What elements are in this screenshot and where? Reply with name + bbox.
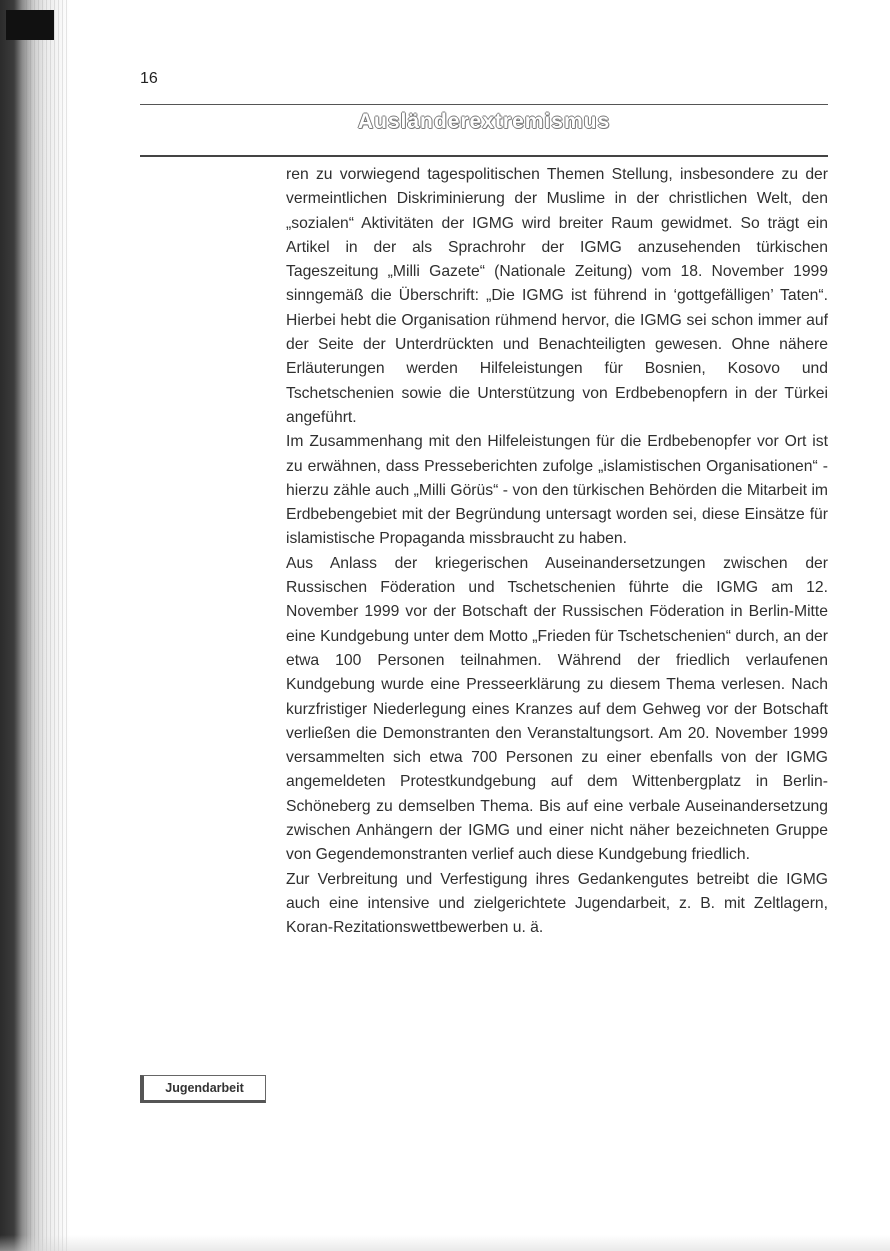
margin-note-jugendarbeit: Jugendarbeit — [140, 1075, 266, 1103]
section-header: Ausländerextremismus — [357, 110, 611, 133]
page-number: 16 — [140, 70, 158, 87]
bottom-shade — [0, 1235, 890, 1251]
scan-corner-mark — [6, 10, 54, 40]
paragraph-2: Im Zusammenhang mit den Hilfeleistungen für die Erdbebenopfer vor Ort ist zu erwähnen, dass Presseberichten zufolge „islamistischen Organisationen“ - hierzu zähle auch „Milli Görüs“ - von den türkischen Behörden die Mitarbeit im Erdbebengebiet mit der Begründung untersagt worden sei, diese Einsätze für islamistische Propaganda missbraucht zu haben. — [286, 433, 828, 548]
page-edges — [26, 0, 70, 1251]
header-rule-top — [140, 104, 828, 105]
paragraph-3: Aus Anlass der kriegerischen Auseinandersetzungen zwischen der Russischen Föderation und Tschetschenien führte die IGMG am 12. November 1999 vor der Botschaft der Russischen Föderation in Berlin-Mitte eine Kundgebung unter dem Motto „Frieden für Tschetschenien“ durch, an der etwa 100 Personen teilnahmen. Während der friedlich verlaufenen Kundgebung wurde eine Presseerklärung zu diesem Thema verlesen. Nach kurzfristiger Niederlegung eines Kranzes auf dem Gehweg vor der Botschaft verließen die Demonstranten den Veranstaltungsort. Am 20. November 1999 versammelten sich etwa 700 Personen zu einer ebenfalls von der IGMG angemeldeten Protestkundgebung auf dem Wittenbergplatz in Berlin-Schöneberg zu demselben Thema. Bis auf eine verbale Auseinandersetzung zwischen Anhängern der IGMG und einer nicht näher bezeichneten Gruppe von Gegendemonstranten verlief auch diese Kundgebung friedlich. — [286, 554, 828, 864]
paragraph-1: ren zu vorwiegend tagespolitischen Themen Stellung, insbesondere zu der vermeintlichen Diskriminierung der Muslime in der christlichen Welt, den „sozialen“ Aktivitäten der IGMG wird breiter Raum gewidmet. So trägt ein Artikel in der als Sprachrohr der IGMG anzusehenden türkischen Tageszeitung „Milli Gazete“ (Nationale Zeitung) vom 18. November 1999 sinngemäß die Überschrift: „Die IGMG ist führend in ‘gottgefälligen’ Taten“. Hierbei hebt die Organisation rühmend hervor, die IGMG sei schon immer auf der Seite der Unterdrückten und Benachteiligten gewesen. Ohne nähere Erläuterungen werden Hilfeleistungen für Bosnien, Kosovo und Tschetschenien sowie die Unterstützung von Erdbebenopfern in der Türkei angeführt. — [286, 166, 828, 426]
body-text — [286, 163, 828, 941]
header-rule-bottom — [140, 155, 828, 157]
paragraph-4: Zur Verbreitung und Verfestigung ihres Gedankengutes betreibt die IGMG auch eine intensive und zielgerichtete Jugendarbeit, z. B. mit Zeltlagern, Koran-Rezitationswettbewerben u. ä. — [286, 870, 828, 937]
